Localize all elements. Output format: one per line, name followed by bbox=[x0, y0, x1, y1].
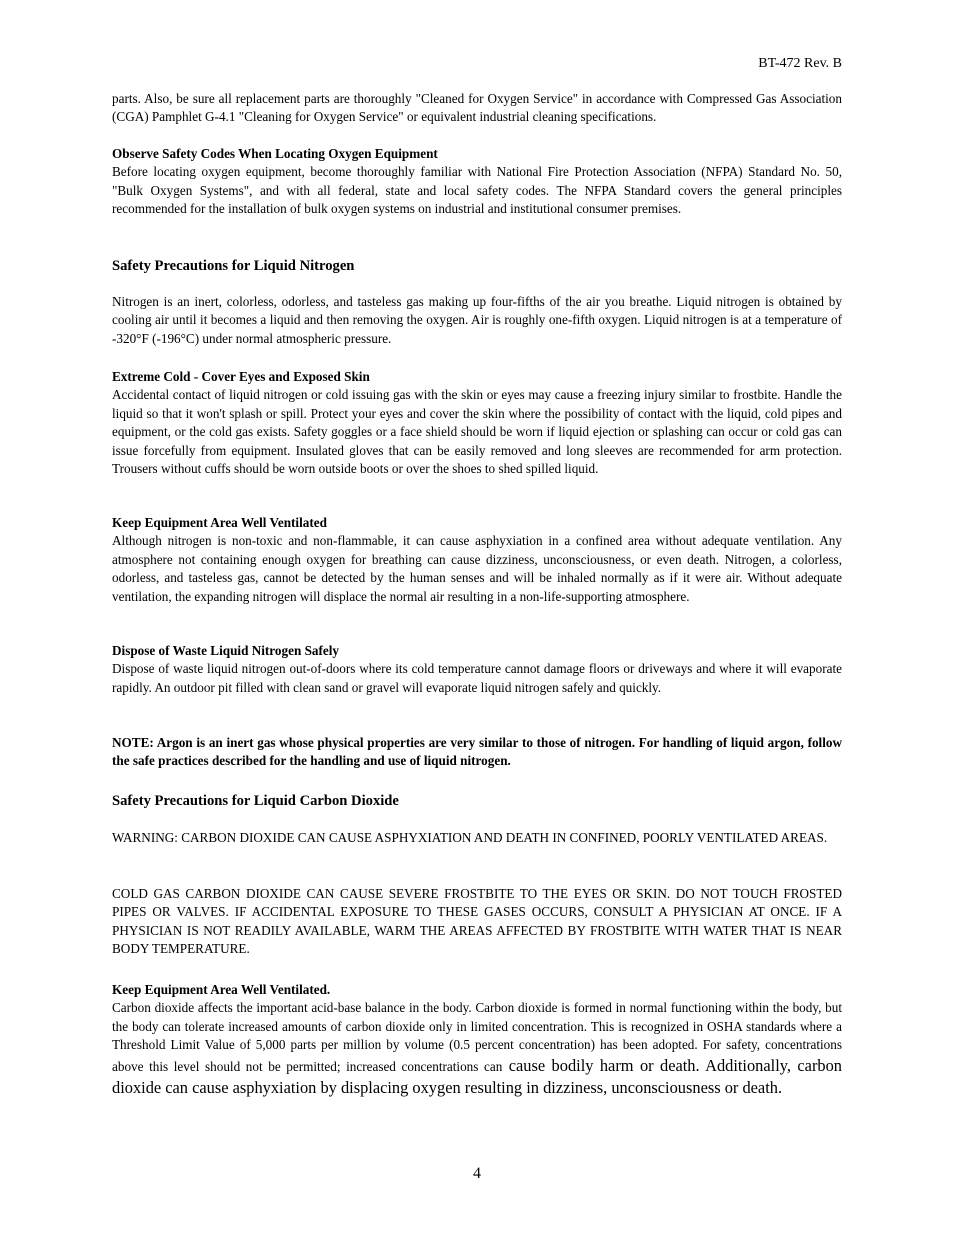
nitrogen-heading: Safety Precautions for Liquid Nitrogen bbox=[112, 258, 355, 274]
co2-cold-warning: COLD GAS CARBON DIOXIDE CAN CAUSE SEVERE FROSTBITE TO THE EYES OR SKIN. DO NOT TOUCH FROSTED PIPES OR VALVES. IF ACCIDENTAL EXPOSURE TO THESE GASES OCCURS, CONSULT A PHYSICIAN AT ONCE. IF A PHYSICIAN IS NOT READILY AVAILABLE, WARM THE AREAS AFFECTED BY FROSTBITE WITH WATER THAT IS NEAR BODY TEMPERATURE. bbox=[112, 886, 842, 957]
co2-paragraph-large-text: cause bodily harm or death. Additionally, carbon dioxide can cause asphyxiation by displacing oxygen resulting in dizziness, unconsciousness or death. bbox=[112, 1055, 842, 1097]
nitrogen-dispose-section bbox=[112, 642, 842, 697]
nitrogen-cold-heading: Extreme Cold - Cover Eyes and Exposed Skin bbox=[112, 369, 370, 384]
nitrogen-ventilated-heading: Keep Equipment Area Well Ventilated bbox=[112, 515, 327, 530]
co2-heading: Safety Precautions for Liquid Carbon Dioxide bbox=[112, 793, 399, 809]
nitrogen-dispose-paragraph: Dispose of waste liquid nitrogen out-of-doors where its cold temperature cannot damage floors or driveways and where it will evaporate rapidly. An outdoor pit filled with clean sand or gravel will evaporate liquid nitrogen safely and quickly. bbox=[112, 661, 842, 695]
co2-ventilated-section bbox=[112, 981, 842, 1099]
document-id: BT-472 Rev. B bbox=[758, 56, 842, 71]
co2-ventilated-heading: Keep Equipment Area Well Ventilated. bbox=[112, 982, 331, 997]
nitrogen-cold-section bbox=[112, 368, 842, 478]
co2-ventilated-paragraph bbox=[112, 999, 842, 1098]
argon-note: NOTE: Argon is an inert gas whose physical properties are very similar to those of nitrogen. For handling of liquid argon, follow the safe practices described for the handling and use of liquid nitrogen. bbox=[112, 735, 842, 769]
co2-warning: WARNING: CARBON DIOXIDE CAN CAUSE ASPHYXIATION AND DEATH IN CONFINED, POORLY VENTILATED AREAS. bbox=[112, 830, 828, 845]
oxygen-codes-section bbox=[112, 145, 842, 219]
nitrogen-dispose-heading: Dispose of Waste Liquid Nitrogen Safely bbox=[112, 643, 340, 658]
page-number: 4 bbox=[473, 1165, 481, 1182]
co2-paragraph-small-text: Carbon dioxide affects the important acid-base balance in the body. Carbon dioxide is formed in normal functioning within the body, but the body can tolerate increased amounts of carbon dioxide only in limited concentration. This is recognized in OSHA standards where a Threshold Limit Value of 5,000 parts per million by volume (0.5 percent concentration) has been adopted. For safety, concentrations above this level should not be permitted; increased concentrations can bbox=[112, 1000, 842, 1074]
nitrogen-ventilated-paragraph: Although nitrogen is non-toxic and non-flammable, it can cause asphyxiation in a confined area without adequate ventilation. Any atmosphere not containing enough oxygen for breathing can cause dizziness, unconsciousness, or even death. Nitrogen, a colorless, odorless, and tasteless gas, cannot be detected by the human senses and will be inhaled normally as if it were air. Without adequate ventilation, the expanding nitrogen will displace the normal air resulting in a non-life-supporting atmosphere. bbox=[112, 533, 842, 604]
oxygen-codes-paragraph: Before locating oxygen equipment, become thoroughly familiar with National Fire Protection Association (NFPA) Standard No. 50, "Bulk Oxygen Systems", and with all federal, state and local safety codes. The NFPA Standard covers the general principles recommended for the installation of bulk oxygen systems on industrial and institutional consumer premises. bbox=[112, 164, 842, 217]
intro-paragraph: parts. Also, be sure all replacement parts are thoroughly "Cleaned for Oxygen Service" in accordance with Compressed Gas Association (CGA) Pamphlet G-4.1 "Cleaning for Oxygen Service" or equivalent industrial cleaning specifications. bbox=[112, 91, 842, 125]
nitrogen-ventilated-section bbox=[112, 514, 842, 606]
nitrogen-cold-paragraph: Accidental contact of liquid nitrogen or cold issuing gas with the skin or eyes may cause a freezing injury similar to frostbite. Handle the liquid so that it won't splash or spill. Protect your eyes and cover the skin where the possibility of contact with the liquid, cold pipes and equipment, or the cold gas exists. Safety goggles or a face shield should be worn if liquid ejection or splashing can occur or cold gas can issue forcefully from equipment. Insulated gloves that can be easily removed and long sleeves are recommended for arm protection. Trousers without cuffs should be worn outside boots or over the shoes to shed spilled liquid. bbox=[112, 387, 842, 477]
nitrogen-intro-paragraph: Nitrogen is an inert, colorless, odorless, and tasteless gas making up four-fifths of the air you breathe. Liquid nitrogen is obtained by cooling air until it becomes a liquid and then removing the oxygen. Air is roughly one-fifth oxygen. Liquid nitrogen is at a temperature of -320°F (-196°C) under normal atmospheric pressure. bbox=[112, 294, 842, 346]
oxygen-codes-heading: Observe Safety Codes When Locating Oxygen Equipment bbox=[112, 146, 438, 161]
